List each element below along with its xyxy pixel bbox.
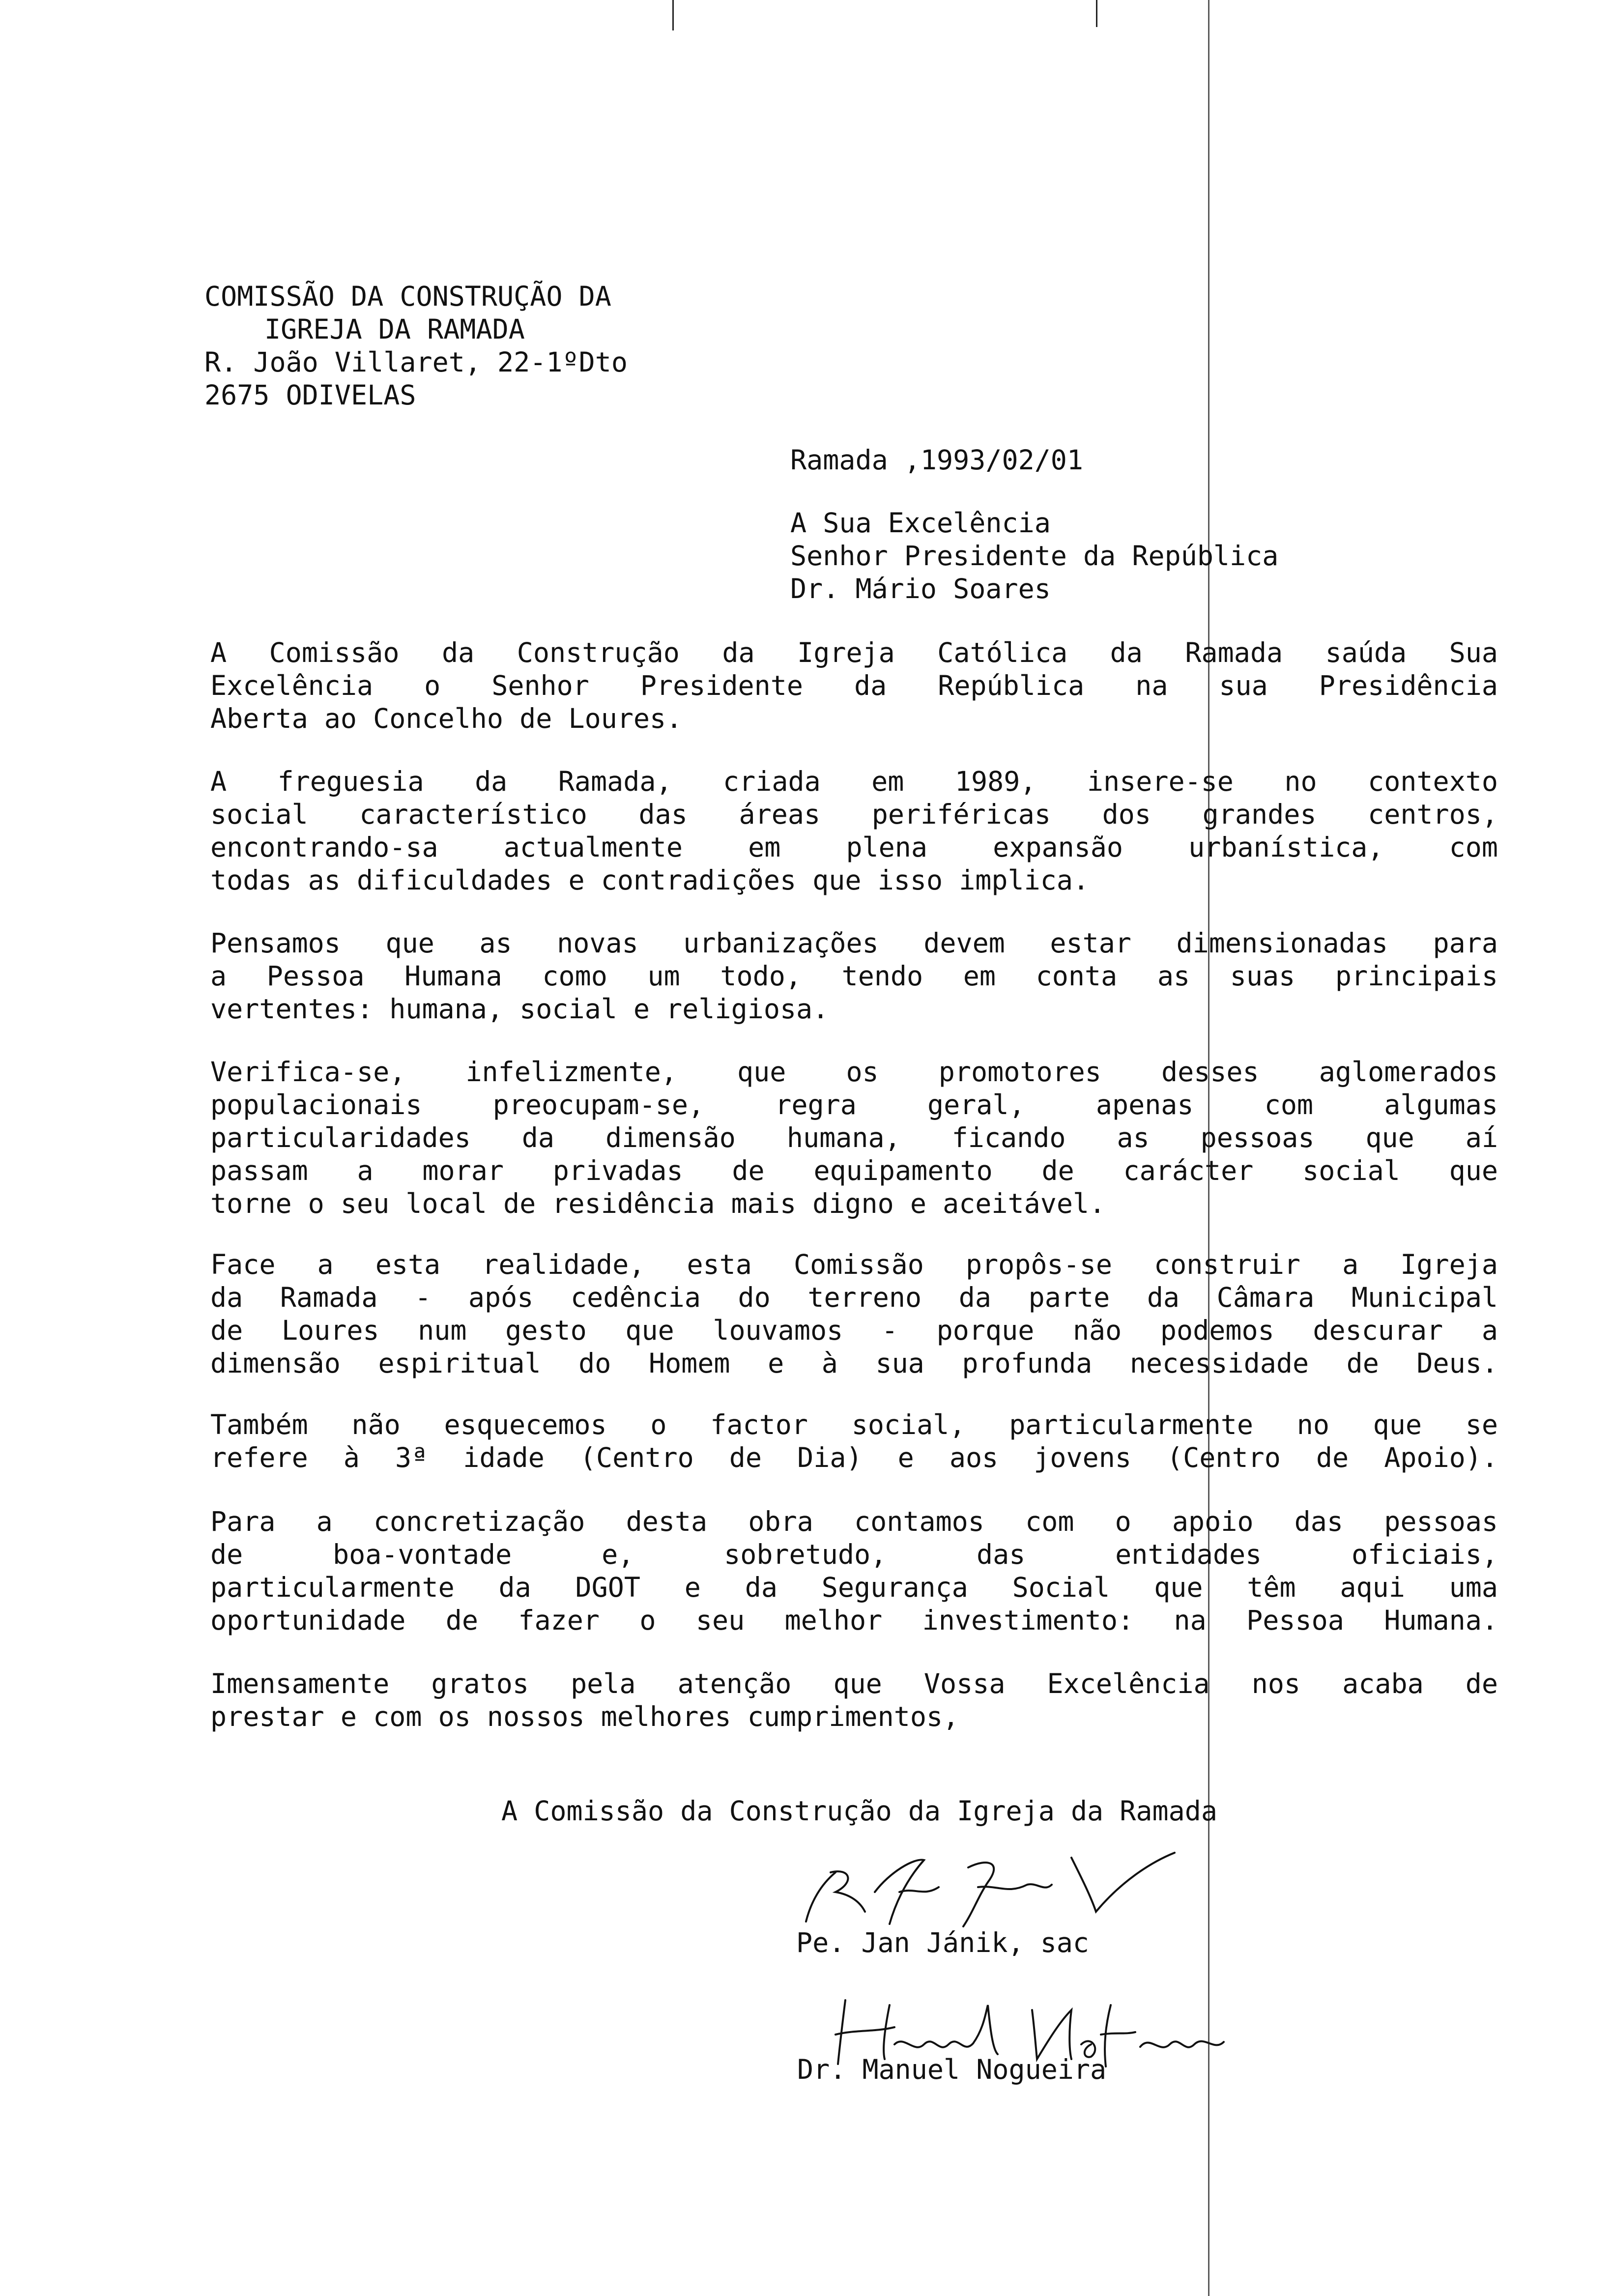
paragraph-line: Aberta ao Concelho de Loures. — [210, 703, 683, 734]
sender-line-1: COMISSÃO DA CONSTRUÇÃO DA — [204, 281, 611, 312]
paragraph-line: Excelência o Senhor Presidente da República na sua Presidência — [210, 670, 1498, 701]
paragraph-line: de Loures num gesto que louvamos - porque não podemos descurar a — [210, 1315, 1498, 1346]
paragraph-line: Face a esta realidade, esta Comissão propôs-se construir a Igreja — [210, 1249, 1498, 1280]
paragraph-8 — [210, 1667, 1498, 1733]
paragraph-line: torne o seu local de residência mais digno e aceitável. — [210, 1188, 1106, 1219]
paragraph-line: populacionais preocupam-se, regra geral, apenas com algumas — [210, 1089, 1498, 1120]
paragraph-2 — [210, 765, 1498, 897]
paragraph-5 — [210, 1248, 1498, 1380]
recipient-line-1: A Sua Excelência — [790, 507, 1051, 539]
paragraph-line: Pensamos que as novas urbanizações devem estar dimensionadas para — [210, 927, 1498, 959]
recipient-line-3: Dr. Mário Soares — [790, 573, 1051, 604]
paragraph-1 — [210, 636, 1498, 735]
paragraph-3 — [210, 927, 1498, 1026]
sender-line-4: 2675 ODIVELAS — [204, 379, 416, 411]
paragraph-line: vertentes: humana, social e religiosa. — [210, 993, 829, 1025]
paragraph-line: dimensão espiritual do Homem e à sua profunda necessidade de Deus. — [210, 1348, 1498, 1379]
paragraph-line: particularmente da DGOT e da Segurança Social que têm aqui uma — [210, 1572, 1498, 1603]
closing-line: A Comissão da Construção da Igreja da Ramada — [501, 1795, 1217, 1827]
sender-line-3: R. João Villaret, 22-1ºDto — [204, 346, 628, 378]
signatory-2-name: Dr. Manuel Nogueira — [797, 2054, 1107, 2085]
paragraph-line: Verifica-se, infelizmente, que os promotores desses aglomerados — [210, 1056, 1498, 1088]
paragraph-line: Para a concretização desta obra contamos com o apoio das pessoas — [210, 1506, 1498, 1537]
paragraph-line: passam a morar privadas de equipamento de carácter social que — [210, 1155, 1498, 1186]
paragraph-4 — [210, 1056, 1498, 1220]
recipient-line-2: Senhor Presidente da República — [790, 540, 1279, 572]
paragraph-line: prestar e com os nossos melhores cumprimentos, — [210, 1701, 959, 1732]
paragraph-line: A freguesia da Ramada, criada em 1989, insere-se no contexto — [210, 766, 1498, 797]
scan-top-mark — [672, 0, 674, 30]
paragraph-line: de boa-vontade e, sobretudo, das entidades oficiais, — [210, 1539, 1498, 1570]
paragraph-line: a Pessoa Humana como um todo, tendo em conta as suas principais — [210, 960, 1498, 992]
signatory-1-name: Pe. Jan Jánik, sac — [796, 1927, 1090, 1958]
paragraph-6 — [210, 1408, 1498, 1474]
paragraph-line: A Comissão da Construção da Igreja Católica da Ramada saúda Sua — [210, 637, 1498, 668]
paragraph-line: Imensamente gratos pela atenção que Vossa Excelência nos acaba de — [210, 1668, 1498, 1699]
paragraph-line: da Ramada - após cedência do terreno da parte da Câmara Municipal — [210, 1282, 1498, 1313]
scan-top-mark-2 — [1096, 0, 1097, 27]
paragraph-line: todas as dificuldades e contradições que isso implica. — [210, 864, 1090, 896]
paragraph-line: oportunidade de fazer o seu melhor investimento: na Pessoa Humana. — [210, 1605, 1498, 1636]
paragraph-line: particularidades da dimensão humana, ficando as pessoas que aí — [210, 1122, 1498, 1153]
paragraph-line: encontrando-sa actualmente em plena expansão urbanística, com — [210, 832, 1498, 863]
letter-date: Ramada ,1993/02/01 — [790, 444, 1084, 476]
paragraph-7 — [210, 1505, 1498, 1637]
paragraph-line: social característico das áreas periféricas dos grandes centros, — [210, 799, 1498, 830]
signature-jan-janik — [777, 1838, 1219, 1936]
paragraph-line: Também não esquecemos o factor social, particularmente no que se — [210, 1409, 1498, 1440]
paragraph-line: refere à 3ª idade (Centro de Dia) e aos jovens (Centro de Apoio). — [210, 1442, 1498, 1473]
sender-line-2: IGREJA DA RAMADA — [264, 314, 525, 345]
